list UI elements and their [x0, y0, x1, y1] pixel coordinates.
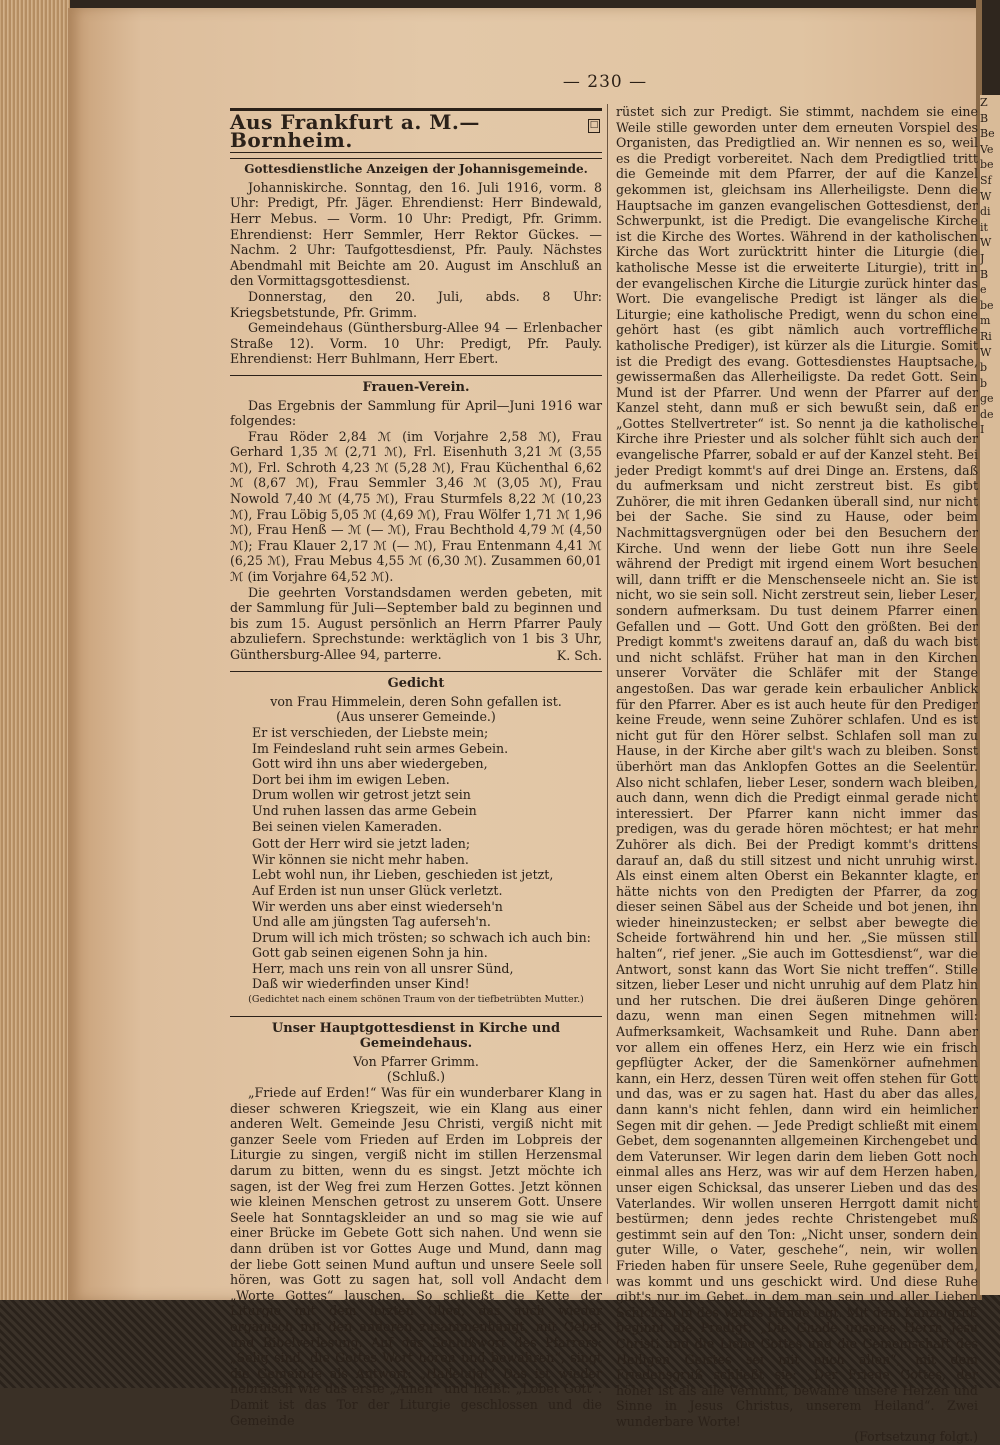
next-page-fragment: ge [980, 392, 994, 406]
poem-line: Er ist verschieden, der Liebste mein; [252, 724, 489, 740]
poem-stanza-2 [252, 836, 602, 992]
left-column [230, 108, 602, 1428]
verein-title: Frauen-Verein. [230, 375, 602, 396]
poem-line: Gott der Herr wird sie jetzt laden; [252, 836, 471, 852]
article-text: „Friede auf Erden!“ Was für ein wunderbarer Klang in dieser schweren Kriegszeit, wie ein Klang aus einer anderen Welt. Gemeinde Jesu Christi, vergiß nicht mit ganzer Seele vom Frieden auf Erden im Lobpreis der Liturgie zu singen, vergiß nicht im stillen Herzensmal darum zu bitten, wenn du es singst. Jetzt möchte ich sagen, ist der Weg frei zum Herzen Gottes. Jetzt können wie kleinen Menschen getrost zu unserem Gott. Unsere Seele hat Sonntagskleider an und so mag sie wie auf einer Brücke im Gebete Gott sich nahen. Und wenn sie dann drüben ist vor Gottes Auge und Mund, dann mag der liebe Gott seinen Mund auftun und unsere Seele soll hören, was Gott zu sagen hat, soll voll Andacht dem „Worte Gottes“ lauschen. So schließt die Kette der Liturgie mit dem letzten Glied, das auch wieder organisch mit den anderen zusammenhängt, mit Gebet und Bibelverlesung. Auf das Schlußwort des Pfarrers: „Selig sind, die Gottes Wort hören und bewahren“, singt die Gemeinde als Antwort: „Halleluja!“ Das ist wieder hebräisch wie das erste „Amen“ und heißt: „Lobet Gott“. Damit ist das Tor der Liturgie geschlossen und die Gemeinde [230, 1085, 602, 1428]
announcements-title: Gottesdienstliche Anzeigen der Johannisgemeinde. [230, 158, 602, 178]
right-column [616, 104, 978, 1445]
next-page-fragment: I [980, 423, 985, 437]
poem-author: von Frau Himmelein, deren Sohn gefallen ist. [270, 693, 562, 709]
next-page-fragment: be [980, 158, 994, 172]
poem-note: (Gedichtet nach einem schönen Traum von der tiefbetrübten Mutter.) [248, 994, 584, 1006]
poem-line: Wir können sie nicht mehr haben. [252, 851, 469, 867]
section-header [230, 108, 602, 153]
printer-mark-icon: □ [588, 119, 600, 133]
poem-line: Gott wird ihn uns aber wiedergeben, [252, 756, 488, 772]
poem-line: Dort bei ihm im ewigen Leben. [252, 771, 450, 787]
next-page-fragment: b [980, 361, 988, 375]
next-page-fragment: di [980, 205, 991, 219]
poem-line: Drum wollen wir getrost jetzt sein [252, 787, 471, 803]
verein-paragraph: Das Ergebnis der Sammlung für April—Juni 1916 war folgendes: [230, 397, 602, 429]
article-author: Von Pfarrer Grimm. [353, 1053, 479, 1069]
verein-paragraph: Die geehrten Vorstandsdamen werden gebeten, mit der Sammlung für Juli—September bald zu beginnen und bis zum 15. August persönlich an Herrn Pfarrer Pauly abzuliefern. Sprechstunde: werktäglich von 1 bis 3 Uhr, Günthersburg-Allee 94, parterre. [230, 584, 602, 662]
next-page-fragment: J [980, 251, 985, 265]
next-page-fragment: W [980, 189, 992, 203]
poem-stanza-1 [252, 725, 602, 834]
next-page-fragment: e [980, 283, 987, 297]
verein-paragraph: Frau Röder 2,84 ℳ (im Vorjahre 2,58 ℳ), Frau Gerhard 1,35 ℳ (2,71 ℳ), Frl. Eisenhuth 3,21 ℳ (3,55 ℳ), Frl. Schroth 4,23 ℳ (5,28 ℳ), Frau Küchenthal 6,62 ℳ (8,67 ℳ), Frau Semmler 3,46 ℳ (3,05 ℳ), Frau Nowold 7,40 ℳ (4,75 ℳ), Frau Sturmfels 8,22 ℳ (10,23 ℳ), Frau Löbig 5,05 ℳ (4,69 ℳ), Frau Wölfer 1,71 ℳ 1,96 ℳ), Frau Henß — ℳ (— ℳ), Frau Bechthold 4,79 ℳ (4,50 ℳ); Frau Klauer 2,17 ℳ (— ℳ), Frau Entenmann 4,41 ℳ (6,25 ℳ), Frau Mebus 4,55 ℳ (6,30 ℳ). Zusammen 60,01 ℳ (im Vorjahre 64,52 ℳ). [230, 428, 602, 585]
announcements [230, 180, 602, 367]
announcement-paragraph: Gemeindehaus (Günthersburg-Allee 94 — Erlenbacher Straße 12). Vorm. 10 Uhr: Predigt, Pfr. Pauly. Ehrendienst: Herr Buhlmann, Herr Ebert. [230, 320, 602, 367]
next-page-fragment: Ve [980, 142, 994, 156]
next-page-fragment: B [980, 111, 989, 125]
poem-line: Herr, mach uns rein von all unsrer Sünd, [252, 960, 514, 976]
verein-text [230, 398, 602, 663]
announcement-paragraph: Johanniskirche. Sonntag, den 16. Juli 1916, vorm. 8 Uhr: Predigt, Pfr. Jäger. Ehrendienst: Herr Bindewald, Herr Mebus. — Vorm. 10 Uhr: Predigt, Pfr. Grimm. Ehrendienst: Herr Semmler, Herr Rektor Gückes. — Nachm. 2 Uhr: Taufgottesdienst, Pfr. Pauly. Nächstes Abendmahl mit Beichte am 20. August im Anschluß an den Vormittagsgottesdienst. [230, 179, 602, 289]
next-page-fragment: Ri [980, 329, 992, 343]
next-page-fragment: it [980, 220, 988, 234]
next-page-fragment: m [980, 314, 991, 328]
next-page-fragment: be [980, 298, 994, 312]
poem-line: Und alle am jüngsten Tag auferseh'n. [252, 914, 491, 930]
page-number: — 230 — [562, 72, 648, 92]
book-page-edges [0, 0, 70, 1300]
next-page-fragment: de [980, 407, 994, 421]
announcement-paragraph: Donnerstag, den 20. Juli, abds. 8 Uhr: Kriegsbetstunde, Pfr. Grimm. [230, 288, 602, 320]
poem-title: Gedicht [230, 671, 602, 692]
continued-note: (Fortsetzung folgt.) [854, 1429, 978, 1445]
poem-line: Drum will ich mich trösten; so schwach ich auch bin: [252, 929, 591, 945]
article-part: (Schluß.) [386, 1069, 446, 1085]
section-headline: Aus Frankfurt a. M.—Bornheim. [230, 110, 480, 152]
next-page-fragment: b [980, 376, 988, 390]
poem-line: Gott gab seinen eigenen Sohn ja hin. [252, 945, 488, 961]
next-page-fragment: B [980, 267, 989, 281]
poem-line: Wir werden uns aber einst wiederseh'n [252, 898, 503, 914]
poem-line: Lebt wohl nun, ihr Lieben, geschieden ist jetzt, [252, 867, 554, 883]
poem-line: Daß wir wiederfinden unser Kind! [252, 976, 470, 992]
poem-line: Auf Erden ist nun unser Glück verletzt. [252, 882, 503, 898]
poem-source: (Aus unserer Gemeinde.) [336, 709, 496, 725]
next-page-edge [980, 95, 1000, 1295]
article-continuation: rüstet sich zur Predigt. Sie stimmt, nachdem sie eine Weile stille geworden unter dem erneuten Vorspiel des Organisten, das Predigtlied an. Wir nennen es so, weil es die Predigt vorbereitet. Nach dem Predigtlied tritt die Gemeinde mit dem Pfarrer, der auf die Kanzel gekommen ist, gleichsam ins Allerheiligste. Denn die Hauptsache im ganzen evangelischen Gottesdienst, der Schwerpunkt, ist die Predigt. Die evangelische Kirche ist die Kirche des Wortes. Während in der katholischen Kirche das Wort zurücktritt hinter die Liturgie (die katholische Messe ist die erweiterte Liturgie), tritt in der evangelischen Kirche die Liturgie zurück hinter das Wort. Die evangelische Predigt ist länger als die Liturgie; eine katholische Predigt, wenn du schon eine gehört hast (es gibt nämlich auch vortreffliche katholische Prediger), ist kürzer als die Liturgie. Somit ist die Predigt des evang. Gottesdienstes Hauptsache, gewissermaßen das Allerheiligste. Da redet Gott. Sein Mund ist der Pfarrer. Und wenn der Pfarrer auf der Kanzel steht, dann muß er sich bewußt sein, daß er „Gottes Stellvertreter“ ist. So nennt ja die katholische Kirche ihre Priester und als solcher fühlt sich auch der evangelische Pfarrer, sobald er auf der Kanzel steht. Bei jeder Predigt kommt's auf drei Dinge an. Erstens, daß du aufmerksam und nicht zerstreut bist. Es gibt Zuhörer, die mit ihren Gedanken überall sind, nur nicht bei der Sache. Sie sind zu Hause, oder beim Nachmittagsvergnügen oder bei den Besuchern der Kirche. Und wenn der liebe Gott nun ihre Seele während der Predigt mit irgend einem Wort besuchen will, dann trifft er die Menschenseele nicht an. Sie ist nicht, wo sie sein soll. Nicht zerstreut sein, lieber Leser, sondern aufmerksam. Du tust deinem Pfarrer einen Gefallen und — Gott. Und Gott den größten. Bei der Predigt kommt's zweitens darauf an, daß du wach bist und nicht schläfst. Früher hat man in den Kirchen unserer Vorväter die Schläfer mit der Stange angestoßen. Das war gerade kein erbaulicher Anblick für den Pfarrer. Aber es ist auch heute für den Prediger keine Freude, wenn seine Zuhörer schlafen. Und es ist nicht gut für den Hörer selbst. Schlafen soll man zu Hause, in der Kirche aber gilt's wach zu bleiben. Sonst überhört man das Anklopfen Gottes an die Seelentür. Also nicht schlafen, lieber Leser, sondern wach bleiben, auch dann, wenn dich die Predigt einmal gerade nicht interessiert. Der Pfarrer kann nicht immer das predigen, was du gerade hören möchtest; er hat mehr Zuhörer als dich. Bei der Predigt kommt's drittens darauf an, daß du still sitzest und nicht unruhig wirst. Als einst einem alten Oberst ein Bekannter klagte, er hätte nichts von den Predigten der Pfarrer, da zog dieser seinen Säbel aus der Scheide und bot jenen, ihn wieder hineinzustecken; er selbst aber bewegte die Scheide fortwährend hin und her. „Sie müssen still halten“, rief jener. „Sie auch im Gottesdienst“, war die Antwort, sonst kann das Wort Sie nicht treffen“. Stille sitzen, lieber Leser und nicht unruhig auf dem Platz hin und her rutschen. Die drei äußeren Dinge gehören dazu, wenn man einen Segen mitnehmen will: Aufmerksamkeit, Wachsamkeit und Ruhe. Dann aber vor allem ein offenes Herz, ein Herz wie ein frisch gepflügter Acker, der die Samenkörner aufnehmen kann, ein Herz, dessen Türen weit offen stehen für Gott und das, was er zu sagen hat. Hast du aber das alles, dann kann's nicht fehlen, dann wird ein heimlicher Segen mit dir gehen. — Jede Predigt schließt mit einem Gebet, dem sogenannten allgemeinen Kirchengebet und dem Vaterunser. Wir legen darin dem lieben Gott noch einmal alles ans Herz, was wir auf dem Herzen haben, unser eigen Schicksal, das unserer Lieben und das des Vaterlandes. Wir wollen unseren Herrgott damit nicht bestürmen; denn jedes rechte Christengebet muß gestimmt sein auf den Ton: „Nicht unser, sondern dein guter Wille, o Vater, geschehe“, nein, wir wollen Frieden haben für unsere Seele, Ruhe gegenüber dem, was kommt und uns geschickt wird. Und diese Ruhe gibt's nur im Gebet, in dem man sein und aller Lieben Schicksal in des Vaters Hände legt. Mit dem Kanzelgruß beginnt die Predigt: „Die Gnade unseres Herrn Jesu Christi und die Liebe Gottes und die Gemeinschaft des Heiligen Geistes sei mit euch allen“, mit dem Friedensgruß schließt sie: „Der Friede Gottes, der höher ist als alle Vernunft, bewahre unsere Herzen und Sinne in Jesus Christus, unserem Heiland“. Zwei wunderbare Worte! [616, 104, 978, 1429]
verein-signature: K. Sch. [556, 647, 602, 663]
next-page-fragment: Sf [980, 173, 992, 187]
next-page-fragment: Be [980, 127, 995, 141]
column-rule [607, 104, 608, 1284]
next-page-fragment: W [980, 236, 992, 250]
poem-line: Im Feindesland ruht sein armes Gebein. [252, 740, 509, 756]
next-page-fragment: W [980, 345, 992, 359]
poem-line: Bei seinen vielen Kameraden. [252, 818, 443, 834]
article-title: Unser Hauptgottesdienst in Kirche und Gemeindehaus. [230, 1016, 602, 1052]
next-page-fragment: Z [980, 96, 988, 109]
poem-line: Und ruhen lassen das arme Gebein [252, 802, 477, 818]
